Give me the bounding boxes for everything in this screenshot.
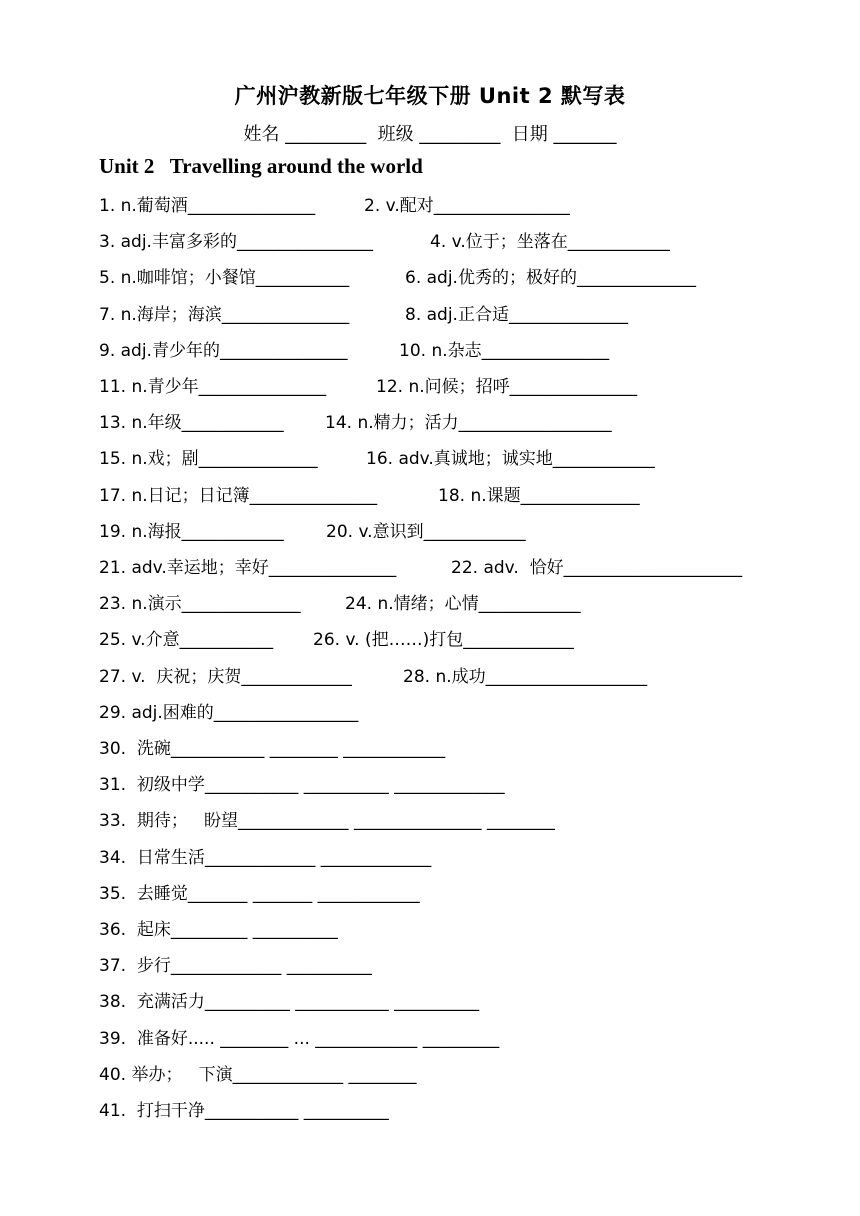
unit-heading: Unit 2 Travelling around the world (99, 154, 423, 178)
student-info-line: 姓名 _________ 班级 _________ 日期 _______ (243, 124, 617, 145)
exercise-row (99, 846, 431, 870)
exercise-row (99, 556, 743, 580)
exercise-row (99, 665, 648, 689)
exercise-item: 4. v.位于；坐落在____________ (430, 232, 670, 253)
exercise-item: 28. n.成功___________________ (403, 666, 648, 687)
exercise-item: 12. n.问候；招呼_______________ (376, 377, 638, 397)
exercise-item: 19. n.海报____________ (99, 521, 284, 542)
exercise-item: 22. adv. 恰好_____________________ (451, 558, 743, 578)
exercise-row (99, 375, 638, 399)
exercise-row (99, 737, 445, 761)
exercise-item: 17. n.日记；日记簿_______________ (99, 485, 378, 506)
exercise-item: 1. n.葡萄酒_______________ (99, 196, 316, 216)
exercise-item: 29. adj.困难的_________________ (99, 702, 359, 723)
exercise-row (99, 230, 670, 254)
exercise-item: 6. adj.优秀的；极好的______________ (405, 268, 696, 289)
exercise-item: 36. 起床_________ __________ (99, 920, 338, 940)
exercise-item: 35. 去睡觉_______ _______ ____________ (99, 883, 420, 904)
exercise-row (99, 411, 612, 435)
exercise-item: 10. n.杂志_______________ (399, 340, 610, 361)
exercise-item: 24. n.情绪；心情____________ (345, 594, 581, 615)
exercise-item: 9. adj.青少年的_______________ (99, 340, 348, 361)
exercise-row (99, 990, 479, 1014)
exercise-item: 13. n.年级____________ (99, 413, 284, 434)
exercise-item: 15. n.戏；剧______________ (99, 449, 318, 470)
exercise-row (99, 954, 372, 978)
exercise-item: 39. 准备好..... ________ ... ____________ _________ (99, 1028, 500, 1049)
exercise-item: 2. v.配对________________ (364, 196, 570, 216)
exercise-row (99, 773, 505, 797)
exercise-item: 37. 步行_____________ __________ (99, 956, 372, 977)
exercise-row (99, 303, 628, 327)
exercise-item: 31. 初级中学___________ __________ _____________ (99, 775, 505, 796)
exercise-item: 40. 举办； 下演_____________ ________ (99, 1064, 417, 1085)
exercise-row (99, 882, 420, 906)
exercise-item: 18. n.课题______________ (438, 485, 640, 506)
exercise-row (99, 339, 610, 363)
exercise-item: 7. n.海岸；海滨_______________ (99, 304, 350, 325)
exercise-item: 26. v. (把……)打包_____________ (313, 630, 574, 651)
exercise-item: 8. adj.正合适______________ (405, 304, 628, 325)
exercise-item: 38. 充满活力__________ ___________ __________ (99, 992, 480, 1013)
exercise-item: 14. n.精力；活力__________________ (325, 413, 612, 434)
exercise-item: 41. 打扫干净___________ __________ (99, 1101, 389, 1121)
exercise-item: 33. 期待； 盼望_____________ _______________ ________ (99, 811, 555, 832)
exercise-item: 16. adv.真诚地；诚实地____________ (366, 449, 655, 470)
exercise-item: 23. n.演示______________ (99, 594, 301, 615)
exercise-row (99, 918, 338, 942)
exercise-row (99, 1063, 417, 1087)
exercise-item: 21. adv.幸运地；幸好_______________ (99, 558, 397, 578)
exercise-row (99, 701, 358, 725)
exercise-row (99, 1099, 389, 1123)
exercise-item: 11. n.青少年_______________ (99, 377, 327, 397)
exercise-row (99, 266, 696, 290)
exercise-item: 20. v.意识到____________ (326, 521, 526, 542)
exercise-row (99, 809, 555, 833)
exercise-row (99, 194, 570, 218)
exercise-item: 3. adj.丰富多彩的________________ (99, 232, 373, 253)
exercise-row (99, 520, 526, 544)
exercise-row (99, 447, 655, 471)
exercise-item: 25. v.介意___________ (99, 630, 274, 651)
exercise-item: 27. v. 庆祝；庆贺_____________ (99, 666, 352, 687)
exercise-row (99, 1027, 499, 1051)
exercise-row (99, 484, 640, 508)
exercise-row (99, 628, 574, 652)
exercise-row (99, 592, 581, 616)
exercise-item: 34. 日常生活_____________ _____________ (99, 847, 432, 868)
exercise-item: 5. n.咖啡馆；小餐馆___________ (99, 268, 350, 289)
page-title: 广州沪教新版七年级下册 Unit 2 默写表 (234, 84, 626, 108)
exercise-item: 30. 洗碗___________ ________ ____________ (99, 739, 446, 759)
